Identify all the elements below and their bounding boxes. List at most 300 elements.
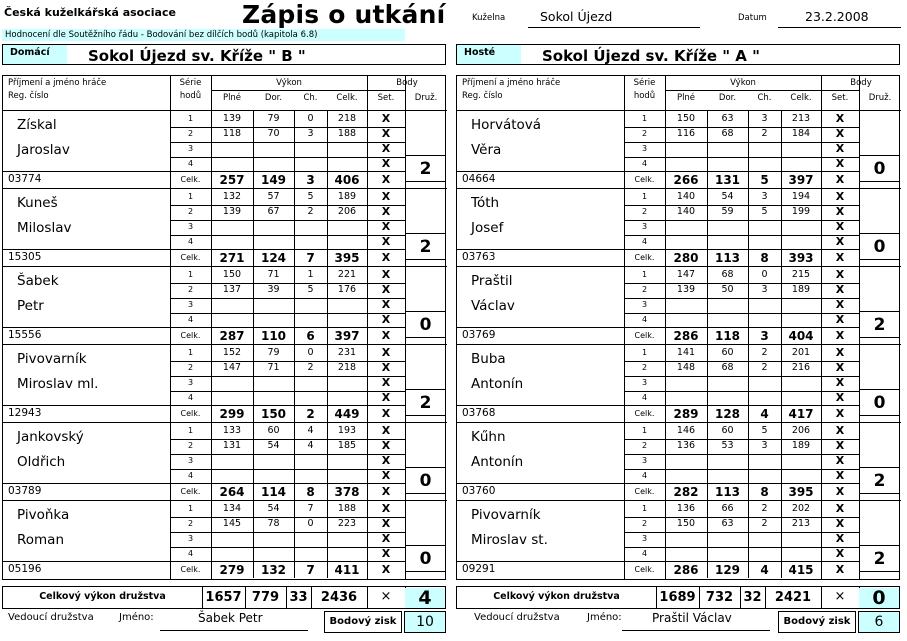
- player-block: [3, 344, 447, 422]
- total-set-mark: X: [835, 407, 845, 420]
- total-value: 150: [260, 407, 287, 421]
- player-first-name: Josef: [471, 220, 504, 236]
- player-block: [3, 188, 447, 266]
- series-value: [707, 469, 748, 484]
- scoring-note: Hodnocení dle Soutěžního řádu - Bodování bez dílčích bodů (kapitola 6.8): [2, 29, 405, 41]
- series-value: 5: [307, 191, 314, 202]
- series-value: 213: [791, 113, 811, 124]
- series-value: 2: [761, 128, 768, 139]
- series-value: 67: [267, 206, 280, 217]
- series-value: [327, 220, 367, 235]
- home-summary-label: Celkový výkon družstva: [39, 591, 166, 602]
- series-value: 216: [791, 362, 811, 373]
- home-gain-label: Bodový zisk: [324, 611, 402, 633]
- series-number: 3: [641, 534, 648, 543]
- set-point-mark: X: [835, 142, 845, 155]
- total-value: 132: [260, 563, 287, 577]
- set-point-mark: X: [381, 205, 391, 218]
- team-points-box: 2: [859, 311, 900, 338]
- series-value: 3: [761, 191, 768, 202]
- home-sum-points: 4: [405, 588, 445, 608]
- series-value: 194: [791, 191, 811, 202]
- series-number: 1: [187, 114, 194, 123]
- series-value: 68: [721, 269, 734, 280]
- total-value: 286: [673, 329, 699, 343]
- player-surname: Pivoňka: [17, 507, 70, 523]
- series-number: 2: [641, 363, 648, 372]
- series-value: [294, 235, 327, 250]
- set-point-mark: X: [835, 454, 845, 467]
- date-label: Datum: [738, 13, 767, 23]
- series-number: 1: [187, 348, 194, 357]
- series-value: 70: [267, 128, 280, 139]
- away-team-summary: [456, 586, 900, 609]
- series-number: 4: [187, 471, 194, 480]
- series-value: [211, 532, 253, 547]
- series-value: [748, 469, 781, 484]
- series-value: 116: [676, 128, 696, 139]
- player-reg-number: 15556: [8, 329, 42, 341]
- series-value: [707, 157, 748, 172]
- series-value: [211, 235, 253, 250]
- home-leader-underline: [160, 630, 308, 631]
- series-value: 215: [791, 269, 811, 280]
- series-value: 185: [337, 440, 357, 451]
- total-value: 129: [714, 563, 741, 577]
- series-value: [294, 220, 327, 235]
- set-point-mark: X: [381, 424, 391, 437]
- series-number: 4: [641, 315, 648, 324]
- set-point-mark: X: [381, 346, 391, 359]
- series-value: 147: [222, 362, 242, 373]
- column-points-header: Body: [396, 78, 418, 88]
- series-value: [253, 454, 294, 469]
- series-value: [294, 454, 327, 469]
- series-value: 0: [761, 269, 768, 280]
- series-value: [211, 454, 253, 469]
- series-value: [707, 142, 748, 157]
- series-value: 218: [337, 113, 357, 124]
- series-value: 7: [307, 503, 314, 514]
- total-value: 397: [334, 329, 360, 343]
- series-value: [781, 298, 821, 313]
- player-first-name: Jaroslav: [17, 142, 70, 158]
- series-value: [294, 469, 327, 484]
- set-point-mark: X: [835, 547, 845, 560]
- player-surname: Pivovarník: [471, 507, 541, 523]
- series-value: [781, 235, 821, 250]
- set-point-mark: X: [835, 283, 845, 296]
- total-label: Celk.: [180, 487, 201, 496]
- player-block: [457, 344, 901, 422]
- series-value: [748, 391, 781, 406]
- set-point-mark: X: [381, 439, 391, 452]
- series-value: 63: [721, 113, 734, 124]
- team-points-box: 2: [405, 233, 446, 260]
- series-value: [707, 235, 748, 250]
- series-value: 152: [222, 347, 242, 358]
- series-value: 2: [761, 347, 768, 358]
- series-value: 71: [267, 269, 280, 280]
- series-value: 218: [337, 362, 357, 373]
- total-label: Celk.: [180, 253, 201, 262]
- player-block: [3, 110, 447, 188]
- column-points-header: Body: [850, 78, 872, 88]
- series-value: [748, 376, 781, 391]
- home-sum-x: ×: [380, 589, 392, 604]
- series-value: 60: [721, 425, 734, 436]
- series-value: 57: [267, 191, 280, 202]
- player-first-name: Václav: [471, 298, 515, 314]
- player-block: [3, 422, 447, 500]
- column-total-header: Celk.: [790, 93, 812, 103]
- series-value: [665, 313, 707, 328]
- player-reg-number: 09291: [462, 563, 496, 575]
- column-set-header: Set.: [377, 93, 395, 103]
- column-player-header: Příjmení a jméno hráče: [462, 78, 561, 88]
- home-gain-value: 10: [404, 611, 446, 633]
- series-value: [707, 220, 748, 235]
- set-point-mark: X: [835, 190, 845, 203]
- series-value: [665, 547, 707, 562]
- column-clear-header: Dor.: [718, 93, 737, 103]
- series-number: 1: [187, 270, 194, 279]
- series-value: [294, 376, 327, 391]
- series-number: 3: [641, 300, 648, 309]
- set-point-mark: X: [835, 517, 845, 530]
- series-value: 199: [791, 206, 811, 217]
- series-value: 136: [676, 503, 696, 514]
- player-reg-number: 03774: [8, 173, 42, 185]
- series-number: 2: [187, 519, 194, 528]
- series-value: [327, 454, 367, 469]
- column-full-header: Plné: [222, 93, 242, 103]
- series-number: 2: [641, 207, 648, 216]
- series-value: [253, 469, 294, 484]
- home-sum-miss: 33: [289, 590, 308, 605]
- player-reg-number: 03763: [462, 251, 496, 263]
- series-number: 4: [641, 549, 648, 558]
- date-underline: [778, 27, 901, 28]
- set-point-mark: X: [835, 220, 845, 233]
- series-value: [781, 142, 821, 157]
- series-value: [211, 220, 253, 235]
- total-value: 395: [334, 251, 360, 265]
- series-value: 54: [267, 503, 280, 514]
- series-value: 231: [337, 347, 357, 358]
- set-point-mark: X: [381, 127, 391, 140]
- series-value: 188: [337, 128, 357, 139]
- away-name-label: Jméno:: [587, 612, 622, 623]
- series-value: 54: [267, 440, 280, 451]
- series-value: [211, 547, 253, 562]
- series-value: [665, 142, 707, 157]
- venue-label: Kuželna: [472, 13, 506, 23]
- series-value: 3: [761, 440, 768, 451]
- player-surname: Buba: [471, 351, 506, 367]
- home-team-section: [2, 75, 446, 580]
- column-team-header: Druž.: [868, 93, 892, 103]
- team-points-box: 2: [405, 155, 446, 182]
- player-reg-number: 03789: [8, 485, 42, 497]
- series-value: [294, 547, 327, 562]
- series-value: 201: [791, 347, 811, 358]
- set-point-mark: X: [835, 112, 845, 125]
- venue-underline: [528, 27, 700, 28]
- series-value: [665, 298, 707, 313]
- series-value: 140: [676, 191, 696, 202]
- away-team-name: Sokol Újezd sv. Kříže " A ": [542, 47, 760, 65]
- series-number: 3: [187, 300, 194, 309]
- series-value: 0: [307, 347, 314, 358]
- series-value: 79: [267, 113, 280, 124]
- series-value: [748, 454, 781, 469]
- away-sum-clear: 732: [705, 590, 734, 605]
- series-value: [665, 391, 707, 406]
- total-value: 287: [219, 329, 245, 343]
- series-value: 78: [267, 518, 280, 529]
- player-reg-number: 03768: [462, 407, 496, 419]
- page-title: Zápis o utkání: [242, 0, 446, 29]
- total-value: 8: [760, 485, 769, 499]
- series-value: [707, 454, 748, 469]
- player-surname: Získal: [17, 117, 57, 133]
- column-performance-header: Výkon: [730, 78, 756, 88]
- series-value: 54: [721, 191, 734, 202]
- series-value: [748, 235, 781, 250]
- set-point-mark: X: [381, 298, 391, 311]
- total-label: Celk.: [634, 487, 655, 496]
- series-number: 3: [641, 378, 648, 387]
- series-value: 141: [676, 347, 696, 358]
- set-point-mark: X: [835, 532, 845, 545]
- series-number: 4: [187, 315, 194, 324]
- series-value: 132: [222, 191, 242, 202]
- away-team-header: [456, 44, 900, 65]
- series-value: [327, 547, 367, 562]
- series-value: [211, 298, 253, 313]
- set-point-mark: X: [835, 313, 845, 326]
- total-label: Celk.: [634, 175, 655, 184]
- player-surname: Praštil: [471, 273, 513, 289]
- total-value: 397: [788, 173, 814, 187]
- player-first-name: Miroslav ml.: [17, 376, 99, 392]
- column-full-header: Plné: [676, 93, 696, 103]
- series-value: 145: [222, 518, 242, 529]
- series-value: 189: [791, 440, 811, 451]
- series-value: [327, 532, 367, 547]
- team-points-box: 0: [859, 155, 900, 182]
- column-performance-header: Výkon: [276, 78, 302, 88]
- player-surname: Horvátová: [471, 117, 542, 133]
- total-value: 289: [673, 407, 699, 421]
- total-value: 114: [260, 485, 287, 499]
- series-value: 206: [791, 425, 811, 436]
- total-value: 393: [788, 251, 814, 265]
- series-value: 150: [222, 269, 242, 280]
- series-value: [327, 376, 367, 391]
- team-points-box: 0: [859, 389, 900, 416]
- series-value: 0: [307, 113, 314, 124]
- column-total-header: Celk.: [336, 93, 358, 103]
- column-reg-header: Reg. číslo: [462, 91, 503, 101]
- set-point-mark: X: [381, 235, 391, 248]
- series-value: 213: [791, 518, 811, 529]
- series-value: 68: [721, 128, 734, 139]
- series-value: [327, 298, 367, 313]
- series-value: [665, 469, 707, 484]
- series-value: [294, 298, 327, 313]
- home-team-tag: Domácí: [3, 45, 67, 64]
- series-value: 5: [307, 284, 314, 295]
- series-value: [748, 547, 781, 562]
- series-value: 4: [307, 440, 314, 451]
- set-point-mark: X: [835, 268, 845, 281]
- total-label: Celk.: [634, 331, 655, 340]
- series-value: 1: [307, 269, 314, 280]
- series-value: [211, 142, 253, 157]
- series-value: [781, 157, 821, 172]
- series-number: 3: [187, 378, 194, 387]
- series-value: 184: [791, 128, 811, 139]
- series-value: [665, 235, 707, 250]
- total-set-mark: X: [381, 329, 391, 342]
- set-point-mark: X: [835, 502, 845, 515]
- series-value: [294, 157, 327, 172]
- total-set-mark: X: [381, 563, 391, 576]
- home-team-header: [2, 44, 446, 65]
- organization-name: Česká kuželkářská asociace: [4, 6, 176, 19]
- date-value: 23.2.2008: [805, 9, 869, 24]
- series-value: 139: [676, 284, 696, 295]
- series-value: [781, 313, 821, 328]
- player-surname: Šabek: [17, 273, 59, 289]
- series-value: 146: [676, 425, 696, 436]
- total-set-mark: X: [381, 485, 391, 498]
- series-value: 221: [337, 269, 357, 280]
- set-point-mark: X: [381, 454, 391, 467]
- total-value: 280: [673, 251, 699, 265]
- total-label: Celk.: [180, 565, 201, 574]
- series-value: [707, 313, 748, 328]
- series-value: 2: [761, 362, 768, 373]
- player-surname: Kuneš: [17, 195, 58, 211]
- series-number: 4: [641, 471, 648, 480]
- away-sum-points: 0: [859, 588, 899, 608]
- series-value: 59: [721, 206, 734, 217]
- set-point-mark: X: [835, 391, 845, 404]
- series-value: [665, 157, 707, 172]
- set-point-mark: X: [835, 157, 845, 170]
- away-score-grid: [456, 75, 900, 580]
- set-point-mark: X: [835, 439, 845, 452]
- series-value: 176: [337, 284, 357, 295]
- series-value: 134: [222, 503, 242, 514]
- series-value: [253, 391, 294, 406]
- total-set-mark: X: [381, 173, 391, 186]
- set-point-mark: X: [835, 376, 845, 389]
- series-value: 118: [222, 128, 242, 139]
- series-value: [781, 547, 821, 562]
- series-value: [253, 298, 294, 313]
- player-first-name: Věra: [471, 142, 502, 158]
- series-value: [781, 532, 821, 547]
- series-number: 4: [187, 549, 194, 558]
- set-point-mark: X: [381, 502, 391, 515]
- series-value: 223: [337, 518, 357, 529]
- home-sum-clear: 779: [251, 590, 280, 605]
- series-value: 202: [791, 503, 811, 514]
- series-value: [781, 454, 821, 469]
- column-set-header: Set.: [831, 93, 849, 103]
- total-value: 411: [334, 563, 360, 577]
- series-number: 1: [641, 192, 648, 201]
- total-value: 264: [219, 485, 245, 499]
- player-block: [457, 422, 901, 500]
- venue-value: Sokol Újezd: [540, 9, 613, 24]
- player-first-name: Oldřich: [17, 454, 66, 470]
- player-reg-number: 03760: [462, 485, 496, 497]
- total-value: 286: [673, 563, 699, 577]
- series-value: [665, 220, 707, 235]
- series-value: [327, 391, 367, 406]
- player-reg-number: 05196: [8, 563, 42, 575]
- player-block: [457, 266, 901, 344]
- series-number: 3: [641, 456, 648, 465]
- set-point-mark: X: [835, 235, 845, 248]
- series-value: 60: [721, 347, 734, 358]
- series-number: 2: [187, 285, 194, 294]
- total-value: 4: [760, 563, 769, 577]
- player-reg-number: 03769: [462, 329, 496, 341]
- set-point-mark: X: [835, 346, 845, 359]
- away-leader-underline: [622, 630, 770, 631]
- series-value: 139: [222, 113, 242, 124]
- series-value: 79: [267, 347, 280, 358]
- series-value: 4: [307, 425, 314, 436]
- set-point-mark: X: [381, 547, 391, 560]
- series-value: [748, 220, 781, 235]
- series-value: [781, 220, 821, 235]
- total-value: 8: [760, 251, 769, 265]
- set-point-mark: X: [381, 157, 391, 170]
- total-value: 3: [760, 329, 769, 343]
- series-value: [211, 469, 253, 484]
- home-leader-name: Šabek Petr: [198, 611, 263, 625]
- series-number: 1: [187, 426, 194, 435]
- series-number: 2: [187, 207, 194, 216]
- player-first-name: Roman: [17, 532, 65, 548]
- series-value: 189: [791, 284, 811, 295]
- player-first-name: Petr: [17, 298, 44, 314]
- series-value: 2: [761, 503, 768, 514]
- series-value: [211, 157, 253, 172]
- series-value: [294, 532, 327, 547]
- total-value: 110: [260, 329, 287, 343]
- home-name-label: Jméno:: [119, 612, 154, 623]
- away-gain-label: Bodový zisk: [778, 611, 856, 633]
- total-value: 131: [714, 173, 741, 187]
- series-value: [211, 313, 253, 328]
- set-point-mark: X: [381, 220, 391, 233]
- away-team-tag: Hosté: [457, 45, 521, 64]
- player-first-name: Antonín: [471, 454, 524, 470]
- series-value: [327, 142, 367, 157]
- series-number: 1: [641, 270, 648, 279]
- series-value: [327, 235, 367, 250]
- series-value: 150: [676, 113, 696, 124]
- series-number: 1: [641, 426, 648, 435]
